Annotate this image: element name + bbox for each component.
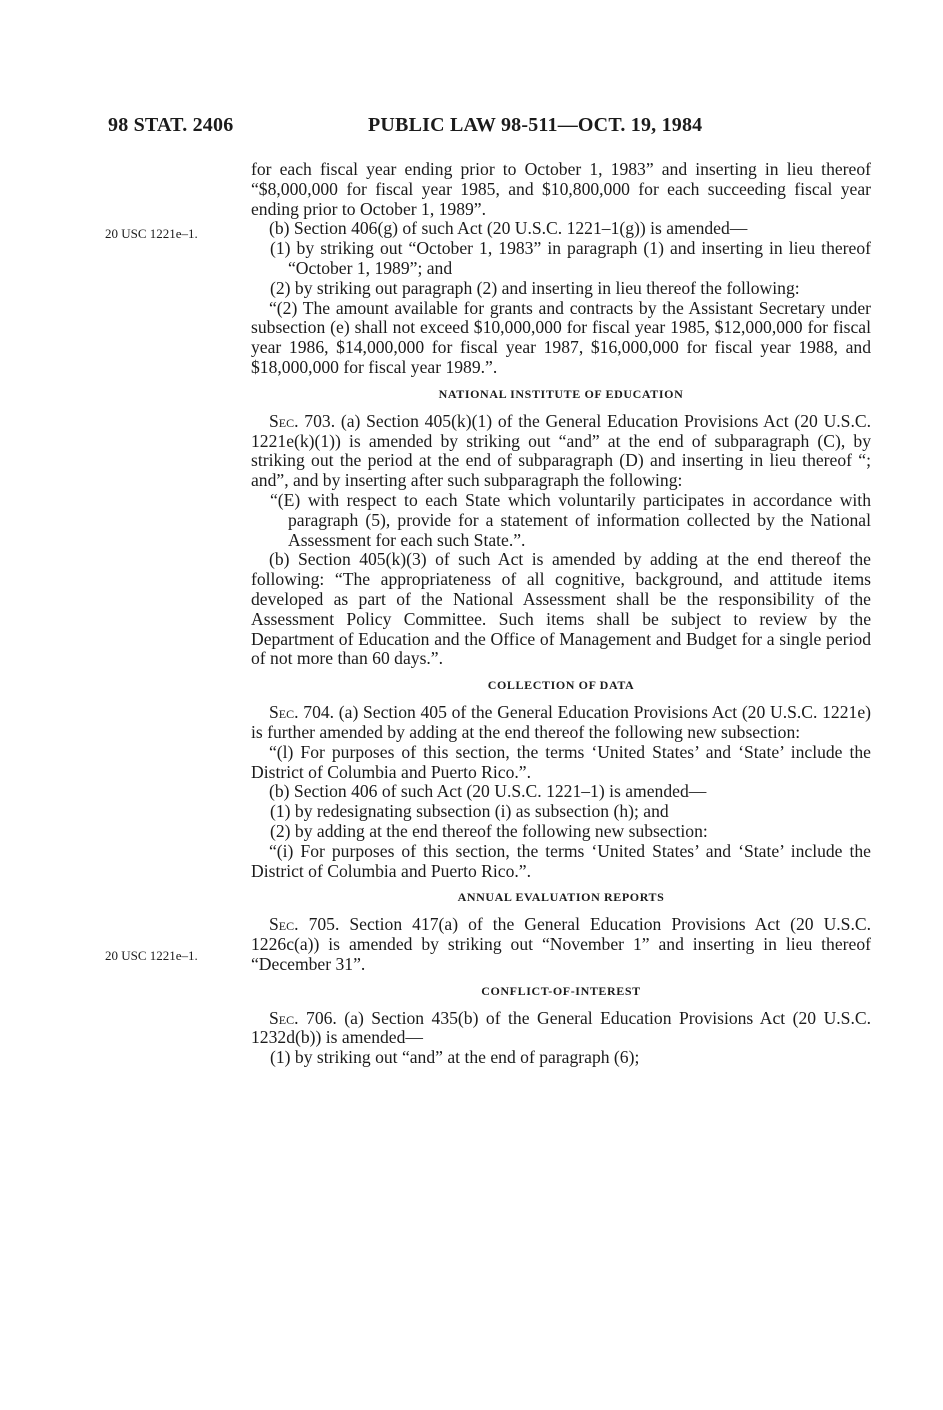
- paragraph: for each fiscal year ending prior to October 1, 1983” and inserting in lieu thereof “$8,000,000 for fiscal year 1985, and $10,800,000 for each succeeding fiscal year ending prior to October 1, 1989”.: [251, 159, 871, 219]
- paragraph-text: 706. (a) Section 435(b) of the General Education Provisions Act (20 U.S.C. 1232d(b)) is amended—: [251, 1007, 871, 1048]
- section-label: Sec.: [269, 702, 299, 723]
- paragraph: “(i) For purposes of this section, the terms ‘United States’ and ‘State’ include the District of Columbia and Puerto Rico.”.: [251, 840, 871, 881]
- section-heading: COLLECTION OF DATA: [487, 678, 635, 693]
- paragraph: [251, 915, 871, 974]
- paragraph: “(2) The amount available for grants and contracts by the Assistant Secretary under subsection (e) shall not exceed $10,000,000 for fiscal year 1985, $12,000,000 for fiscal year 1986, $14,000,000 for fiscal year 1987, $16,000,000 for fiscal year 1988, and $18,000,000 for fiscal year 1989.”.: [251, 297, 871, 377]
- paragraph: (1) by striking out “October 1, 1983” in paragraph (1) and inserting in lieu thereof “October 1, 1989”; and: [270, 238, 871, 278]
- paragraph-text: 704. (a) Section 405 of the General Education Provisions Act (20 U.S.C. 1221e) is further amended by adding at the end thereof the following new subsection:: [251, 702, 871, 742]
- paragraph: (2) by striking out paragraph (2) and inserting in lieu thereof the following:: [270, 277, 800, 298]
- paragraph: (1) by redesignating subsection (i) as subsection (h); and: [270, 801, 669, 822]
- section-label: Sec.: [269, 1007, 299, 1028]
- body-text: [251, 160, 871, 1068]
- margin-note: 20 USC 1221e–1.: [105, 226, 198, 241]
- margin-note: 20 USC 1221e–1.: [105, 948, 198, 963]
- section-heading: CONFLICT-OF-INTEREST: [481, 983, 641, 998]
- running-head: PUBLIC LAW 98-511—OCT. 19, 1984: [368, 114, 703, 136]
- paragraph: [251, 412, 871, 491]
- paragraph: (b) Section 406 of such Act (20 U.S.C. 1221–1) is amended—: [269, 781, 707, 802]
- paragraph: (b) Section 406(g) of such Act (20 U.S.C. 1221–1(g)) is amended—: [269, 218, 748, 239]
- paragraph-text: 705. Section 417(a) of the General Education Provisions Act (20 U.S.C. 1226c(a)) is amended by striking out “November 1” and inserting in lieu thereof “December 31”.: [251, 914, 871, 974]
- section-heading: ANNUAL EVALUATION REPORTS: [457, 890, 665, 905]
- section-label: Sec.: [269, 410, 299, 431]
- paragraph: [251, 1009, 871, 1049]
- paragraph: (1) by striking out “and” at the end of paragraph (6);: [270, 1047, 640, 1068]
- paragraph: (2) by adding at the end thereof the following new subsection:: [270, 820, 708, 841]
- paragraph: “(l) For purposes of this section, the terms ‘United States’ and ‘State’ include the District of Columbia and Puerto Rico.”.: [251, 741, 871, 782]
- paragraph: [251, 703, 871, 743]
- paragraph-text: 703. (a) Section 405(k)(1) of the General Education Provisions Act (20 U.S.C. 1221e(k)(1)) is amended by striking out “and” at the end of subparagraph (C), by striking out the period at the end of subparagraph (D) and inserting in lieu thereof “; and”, and by inserting after such subparagraph the following:: [251, 410, 871, 491]
- paragraph: “(E) with respect to each State which voluntarily participates in accordance with paragraph (5), provide for a statement of information collected by the National Assessment for each such State.”.: [270, 489, 871, 550]
- section-heading: NATIONAL INSTITUTE OF EDUCATION: [438, 386, 684, 401]
- paragraph: (b) Section 405(k)(3) of such Act is amended by adding at the end thereof the following: “The appropriateness of all cognitive, background, and attitude items developed as part of the National Assessment shall be the responsibility of the Assessment Policy Committee. Such items shall be subject to review by the Department of Education and the Office of Management and Budget for a single period of not more than 60 days.”.: [251, 549, 871, 669]
- section-label: Sec.: [269, 914, 299, 935]
- stat-reference: 98 STAT. 2406: [108, 114, 234, 136]
